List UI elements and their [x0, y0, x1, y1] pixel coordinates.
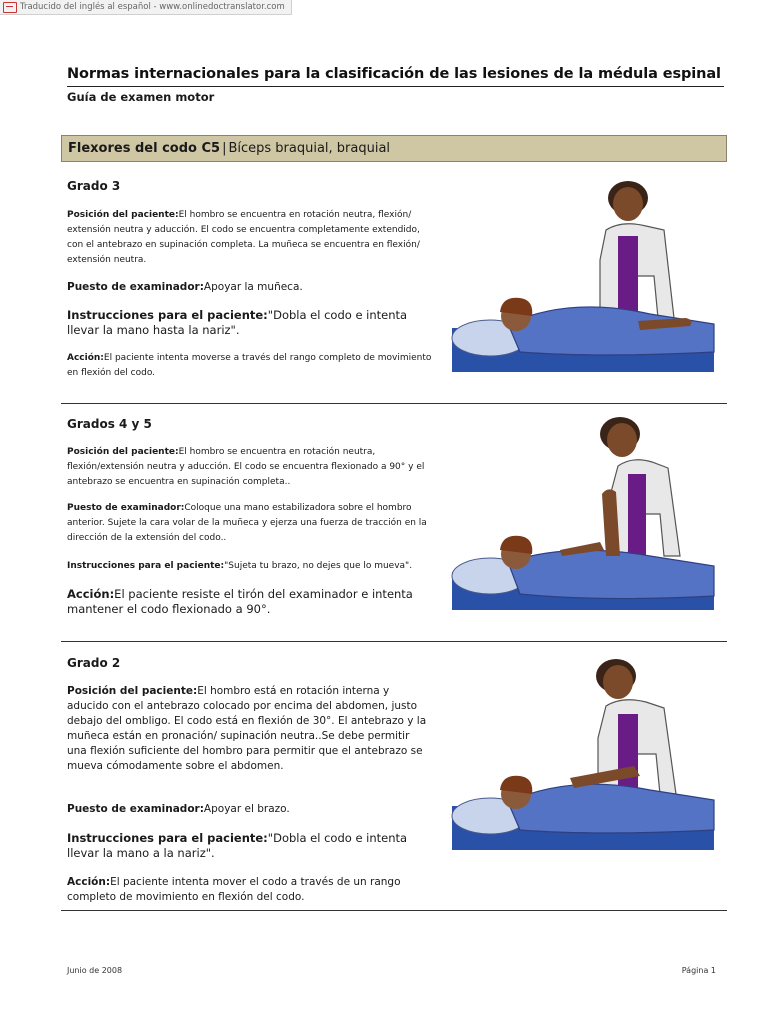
- section-divider: [61, 403, 727, 404]
- patient-action-label: Acción:: [67, 876, 111, 888]
- grade-2-illustration: [450, 656, 720, 852]
- patient-instructions: [67, 559, 432, 574]
- grade-2-block: [67, 656, 432, 905]
- examiner-position: [67, 802, 432, 817]
- title-divider: [67, 86, 724, 87]
- scrubs-icon: [618, 714, 638, 794]
- scrubs-icon: [628, 474, 646, 556]
- examiner-position: [67, 501, 432, 546]
- examiner-head-icon: [603, 665, 633, 699]
- grade-title: Grado 3: [67, 179, 121, 193]
- patient-instructions: [67, 831, 432, 861]
- section-separator: |: [222, 141, 227, 156]
- grade-3-block: [67, 179, 432, 381]
- patient-position-label: Posición del paciente:: [67, 210, 179, 220]
- examiner-position-text: Coloque una mano estabilizadora sobre el hombro anterior. Sujete la cara volar de la muñeca y ejerza una fuerza de tracción en la dirección de la extensión del codo..: [67, 503, 427, 543]
- patient-position-text: El hombro se encuentra en rotación neutra, flexión/extensión neutra y aducción. El codo se encuentra flexionado a 90° y el antebrazo se encuentra en supinación completa..: [67, 447, 425, 487]
- examiner-head-icon: [607, 423, 637, 457]
- patient-action: [67, 587, 432, 617]
- patient-position-label: Posición del paciente:: [67, 447, 179, 457]
- examiner-position-text: Apoyar el brazo.: [203, 803, 290, 815]
- blanket-icon: [508, 784, 714, 833]
- patient-instructions-label: Instrucciones para el paciente:: [67, 561, 225, 571]
- grade-title: Grados 4 y 5: [67, 417, 152, 431]
- section-muscles: Bíceps braquial, braquial: [228, 141, 391, 156]
- patient-action-text: El paciente resiste el tirón del examinador e intenta mantener el codo flexionado a 90°.: [67, 587, 413, 616]
- translator-logo-icon: [3, 2, 17, 13]
- translator-banner-text: Traducido del inglés al español - www.onlinedoctranslator.com: [20, 2, 285, 12]
- patient-position-text: El hombro está en rotación interna y aducido con el antebrazo colocado por encima del abdomen, justo debajo del ombligo. El codo está en flexión de 30°. El antebrazo y la muñeca están en pronación/ supinación neutra..Se debe permitir una flexión suficiente del hombro para permitir que el antebrazo se mueva cómodamente sobre el abdomen.: [67, 685, 427, 772]
- patient-action: [67, 351, 432, 381]
- patient-position: [67, 208, 432, 268]
- patient-instructions-text: "Dobla el codo e intenta llevar la mano a la nariz".: [67, 831, 408, 860]
- patient-instructions-label: Instrucciones para el paciente:: [67, 831, 268, 845]
- patient-position-text: El hombro se encuentra en rotación neutra, flexión/ extensión neutra y aducción. El codo se encuentra completamente extendido, con el antebrazo en supinación completa. La muñeca se encuentra en flexión/ extensión neutra.: [67, 210, 420, 265]
- examiner-position-label: Puesto de examinador:: [67, 281, 204, 293]
- grade-3-illustration: [450, 178, 720, 374]
- patient-action: [67, 875, 432, 905]
- grade-title: Grado 2: [67, 656, 121, 670]
- patient-position: [67, 445, 432, 490]
- patient-position-label: Posición del paciente:: [67, 685, 198, 697]
- patient-action-text: El paciente intenta mover el codo a través de un rango completo de movimiento en flexión del codo.: [67, 876, 401, 903]
- patient-instructions-label: Instrucciones para el paciente:: [67, 308, 268, 322]
- patient-action-text: El paciente intenta moverse a través del rango completo de movimiento en flexión del codo.: [67, 353, 432, 378]
- examiner-position-text: Apoyar la muñeca.: [203, 281, 303, 293]
- patient-instructions-text: "Sujeta tu brazo, no dejes que lo mueva".: [224, 561, 413, 571]
- document-title: Normas internacionales para la clasificación de las lesiones de la médula espinal: [67, 66, 721, 82]
- section-title: Flexores del codo C5: [68, 141, 221, 156]
- section-divider: [61, 641, 727, 642]
- examiner-position-label: Puesto de examinador:: [67, 503, 185, 513]
- scrubs-icon: [618, 236, 638, 318]
- section-divider: [61, 910, 727, 911]
- translator-banner[interactable]: [0, 0, 292, 15]
- blanket-icon: [508, 550, 714, 598]
- patient-instructions-text: "Dobla el codo e intenta llevar la mano hasta la nariz".: [67, 308, 408, 337]
- blanket-icon: [508, 307, 714, 355]
- section-header: [61, 135, 727, 162]
- patient-action-label: Acción:: [67, 587, 115, 601]
- footer-page-number: Página 1: [681, 966, 716, 975]
- patient-instructions: [67, 308, 432, 338]
- document-subtitle: Guía de examen motor: [67, 90, 215, 104]
- examiner-head-icon: [613, 187, 643, 221]
- grade-4-5-block: [67, 417, 432, 617]
- examiner-position-label: Puesto de examinador:: [67, 803, 204, 815]
- patient-action-label: Acción:: [67, 353, 104, 363]
- examiner-position: [67, 280, 432, 295]
- patient-position: [67, 684, 432, 774]
- grade-4-5-illustration: [450, 416, 720, 612]
- footer-date: Junio de 2008: [67, 966, 123, 975]
